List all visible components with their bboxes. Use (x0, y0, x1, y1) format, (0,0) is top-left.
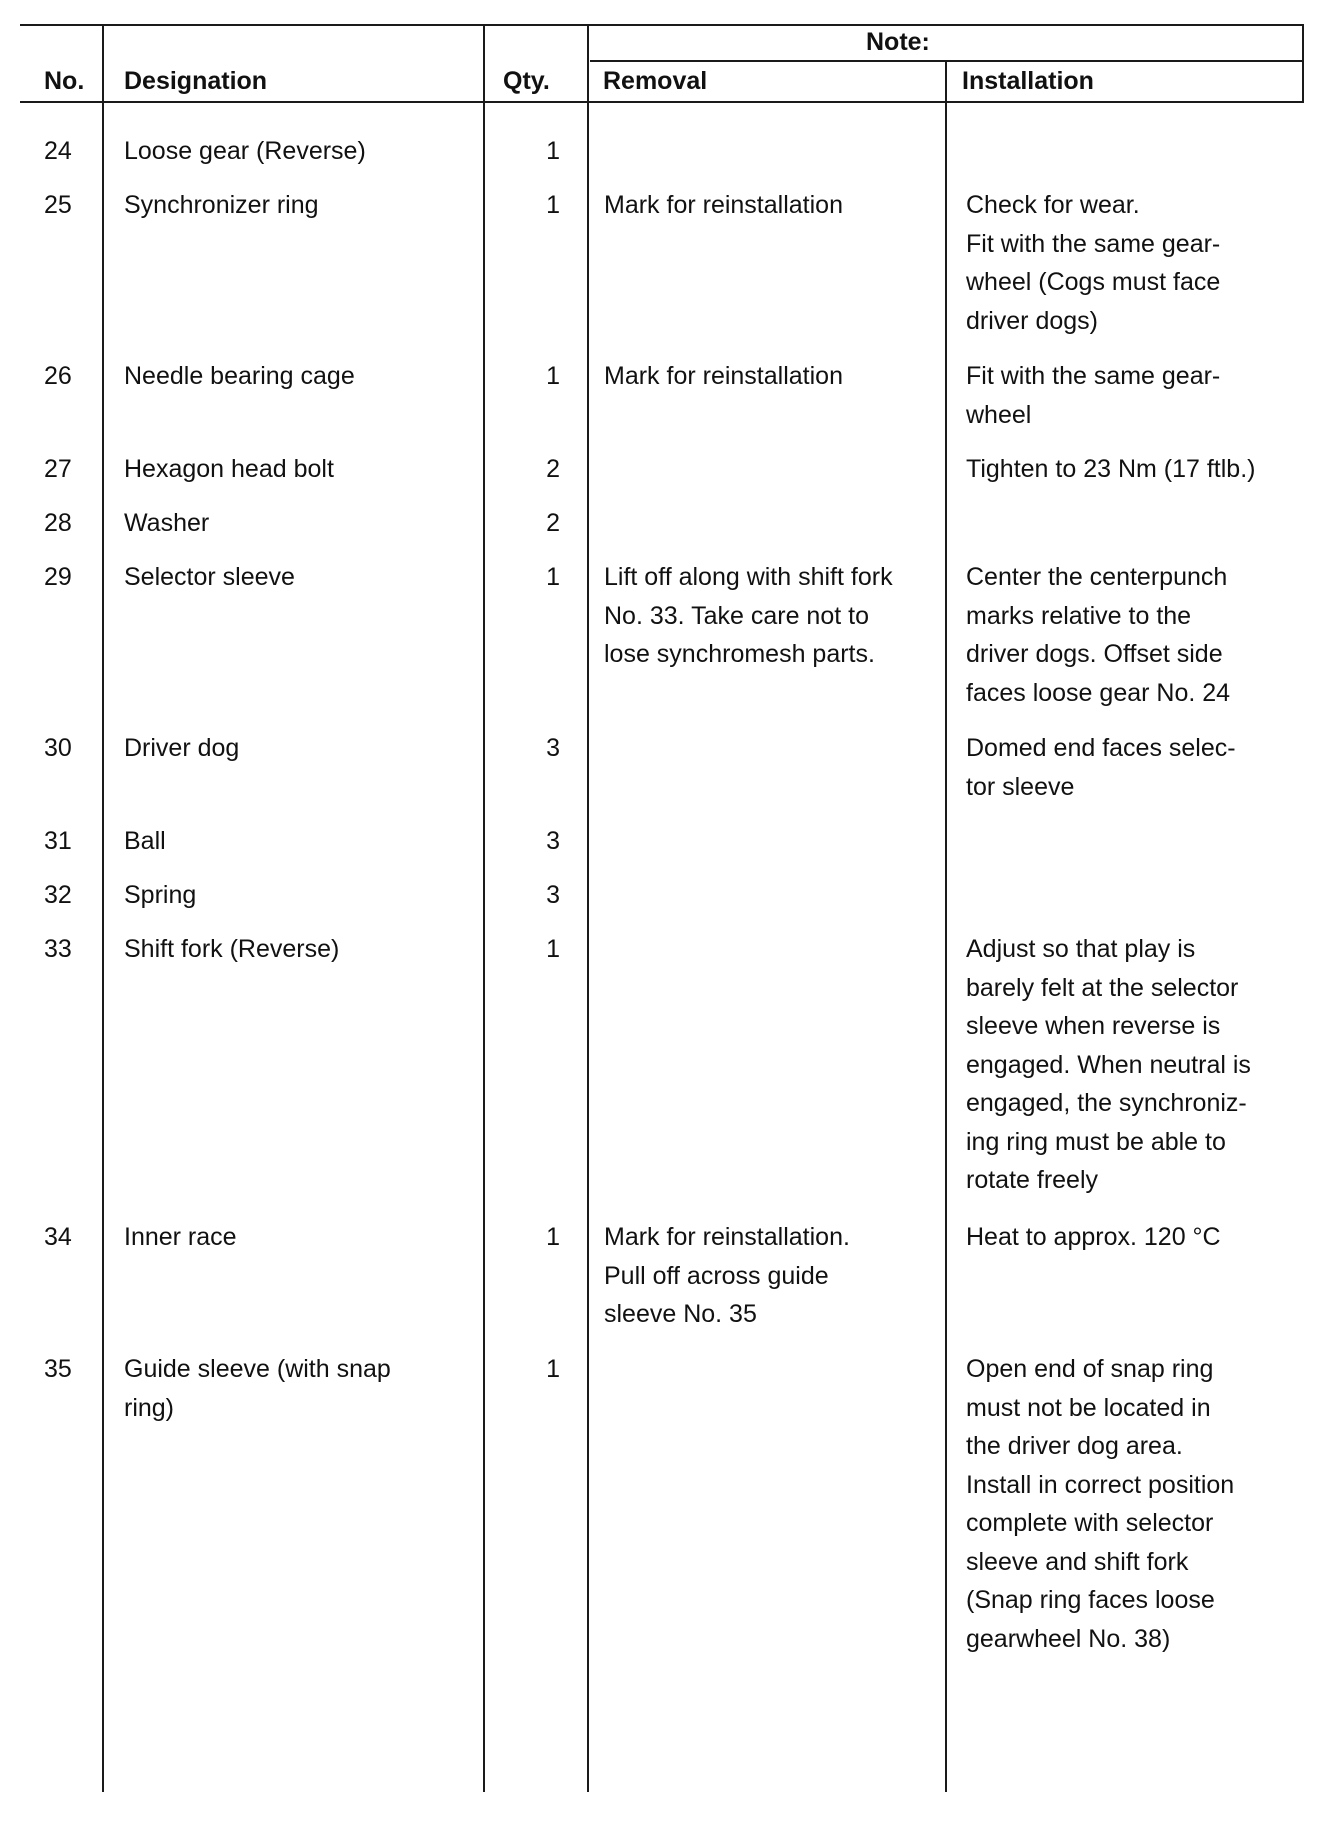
row-qty: 1 (546, 1223, 560, 1251)
row-installation: Domed end faces selec- tor sleeve (966, 734, 1236, 801)
row-qty: 2 (546, 509, 560, 537)
header-bottom-rule (20, 101, 1304, 103)
table-body (0, 132, 1328, 1670)
row-qty: 1 (546, 1355, 560, 1383)
table-row (0, 357, 1328, 450)
row-designation: Ball (124, 827, 166, 855)
column-divider (1302, 24, 1304, 102)
row-designation: Synchronizer ring (124, 191, 319, 219)
table-row (0, 729, 1328, 822)
row-qty: 1 (546, 137, 560, 165)
row-designation: Inner race (124, 1223, 237, 1251)
row-designation: Washer (124, 509, 210, 537)
table-row (0, 186, 1328, 357)
table-row (0, 1218, 1328, 1350)
row-designation: Driver dog (124, 734, 240, 762)
row-installation: Adjust so that play is barely felt at the selector sleeve when reverse is engaged. When neutral is engaged, the synchroniz- ing ring must be able to rotate freely (966, 935, 1251, 1194)
row-no: 30 (44, 734, 72, 762)
header-note: Note: (866, 28, 930, 56)
table-row (0, 930, 1328, 1218)
table-top-rule (20, 24, 1304, 26)
row-installation: Open end of snap ring must not be located in the driver dog area. Install in correct position complete with selector sleeve and shift fork (Snap ring faces loose gearwheel No. 38) (966, 1355, 1235, 1653)
row-no: 29 (44, 563, 72, 591)
row-qty: 1 (546, 362, 560, 390)
table-row (0, 504, 1328, 558)
row-no: 25 (44, 191, 72, 219)
row-designation: Needle bearing cage (124, 362, 355, 390)
row-designation: Spring (124, 881, 197, 909)
row-no: 24 (44, 137, 72, 165)
header-qty: Qty. (503, 67, 550, 95)
row-no: 28 (44, 509, 72, 537)
row-designation: Shift fork (Reverse) (124, 935, 340, 963)
row-removal: Lift off along with shift fork No. 33. Take care not to lose synchromesh parts. (604, 563, 893, 668)
row-qty: 3 (546, 881, 560, 909)
header-no: No. (44, 67, 85, 95)
row-qty: 1 (546, 563, 560, 591)
row-qty: 1 (546, 191, 560, 219)
row-installation: Check for wear. Fit with the same gear- wheel (Cogs must face driver dogs) (966, 191, 1221, 335)
note-divider-rule (590, 60, 1304, 62)
row-installation: Tighten to 23 Nm (17 ftlb.) (966, 455, 1256, 483)
table-row (0, 558, 1328, 729)
row-installation: Fit with the same gear- wheel (966, 362, 1221, 429)
table-row (0, 876, 1328, 930)
row-designation: Hexagon head bolt (124, 455, 334, 483)
row-designation: Selector sleeve (124, 563, 295, 591)
table-row (0, 450, 1328, 504)
row-no: 32 (44, 881, 72, 909)
row-qty: 3 (546, 734, 560, 762)
header-removal: Removal (603, 67, 708, 95)
header-designation: Designation (124, 67, 268, 95)
table-row (0, 822, 1328, 876)
row-no: 31 (44, 827, 72, 855)
row-qty: 2 (546, 455, 560, 483)
row-designation: Loose gear (Reverse) (124, 137, 366, 165)
row-qty: 3 (546, 827, 560, 855)
row-removal: Mark for reinstallation. Pull off across guide sleeve No. 35 (604, 1223, 850, 1328)
row-no: 34 (44, 1223, 72, 1251)
header-installation: Installation (962, 67, 1094, 95)
row-no: 35 (44, 1355, 72, 1383)
row-no: 26 (44, 362, 72, 390)
table-row (0, 132, 1328, 186)
row-designation: Guide sleeve (with snap ring) (124, 1355, 391, 1422)
table-row (0, 1350, 1328, 1670)
row-qty: 1 (546, 935, 560, 963)
row-no: 33 (44, 935, 72, 963)
row-removal: Mark for reinstallation (604, 191, 843, 219)
row-installation: Heat to approx. 120 °C (966, 1223, 1221, 1251)
row-no: 27 (44, 455, 72, 483)
row-removal: Mark for reinstallation (604, 362, 843, 390)
row-installation: Center the centerpunch marks relative to the driver dogs. Offset side faces loose gear No. 24 (966, 563, 1231, 707)
